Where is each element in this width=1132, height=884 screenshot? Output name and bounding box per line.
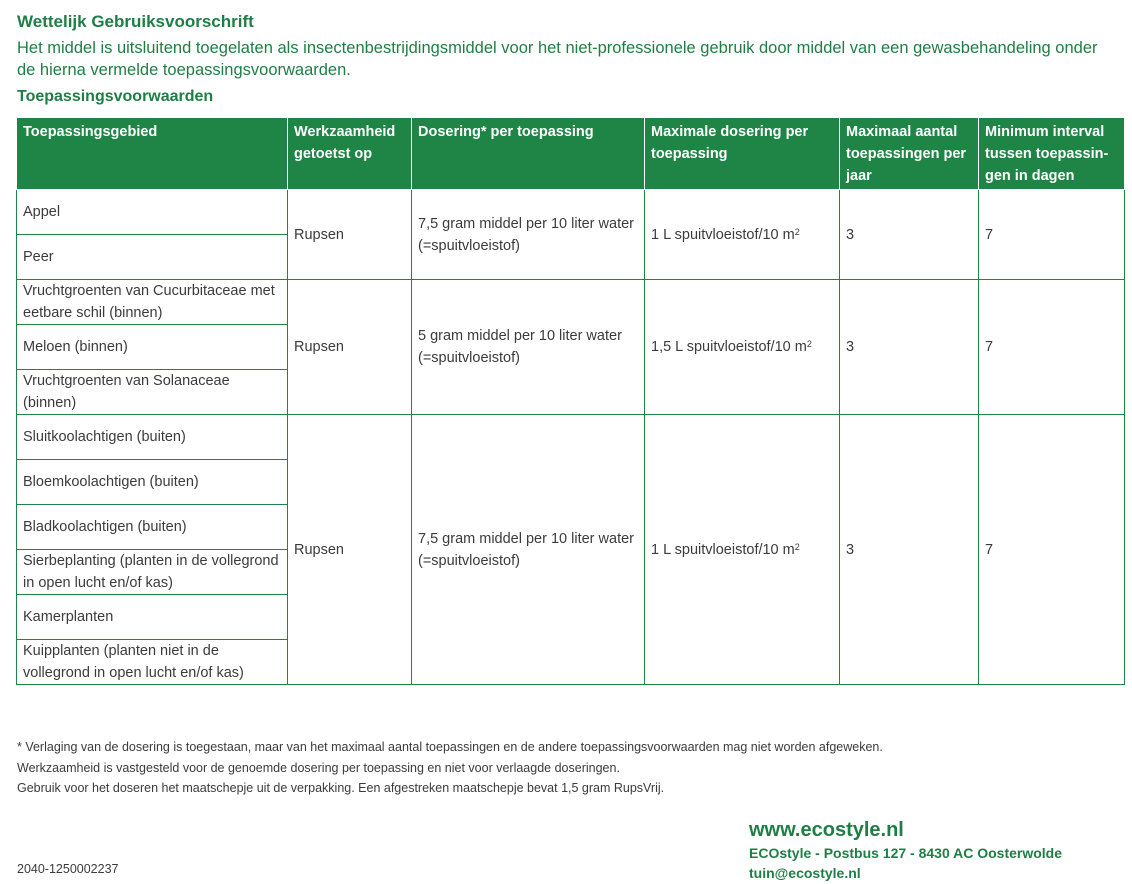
header-max-aantal: Maximaal aantal toepassingen per jaar	[840, 118, 979, 190]
crop-cell: Vruchtgroenten van Cucurbitaceae met eetbare schil (binnen)	[17, 280, 288, 325]
website-link[interactable]: www.ecostyle.nl	[749, 819, 904, 841]
max-dosering-text: 1 L spuitvloeistof/10 m	[651, 541, 795, 558]
conditions-table	[16, 117, 1125, 685]
max-aantal-cell: 3	[840, 190, 979, 280]
footnote-line: * Verlaging van de dosering is toegestaan, maar van het maximaal aantal toepassingen en de andere toepassingsvoorwaarden mag niet worden afgeweken.	[17, 740, 883, 754]
table-header-row	[17, 118, 1125, 190]
crop-cell: Sluitkoolachtigen (buiten)	[17, 415, 288, 460]
header-werkzaamheid: Werkzaamheid getoetst op	[288, 118, 412, 190]
product-code: 2040-1250002237	[17, 862, 119, 876]
header-max-dosering: Maximale dosering per toepassing	[645, 118, 840, 190]
address-text: ECOstyle - Postbus 127 - 8430 AC Oosterwolde	[749, 845, 1063, 861]
footnote-line: Werkzaamheid is vastgesteld voor de genoemde dosering per toepassing en niet voor verlaagde doseringen.	[17, 760, 620, 775]
dosering-cell: 7,5 gram middel per 10 liter water (=spuitvloeistof)	[412, 415, 645, 685]
crop-cell: Bladkoolachtigen (buiten)	[17, 505, 288, 550]
max-aantal-cell: 3	[840, 415, 979, 685]
table-row	[17, 280, 1125, 325]
interval-cell: 7	[979, 190, 1125, 280]
werkzaamheid-cell: Rupsen	[288, 190, 412, 280]
crop-cell: Appel	[17, 190, 288, 235]
intro-text: Het middel is uitsluitend toegelaten als insectenbestrijdingsmiddel voor het niet-professionele gebruik door middel van een gewasbehandeling onder de hierna vermelde toepassingsvoorwaarden.	[17, 39, 1098, 79]
table-row	[17, 415, 1125, 460]
crop-cell: Sierbeplanting (planten in de vollegrond in open lucht en/of kas)	[17, 550, 288, 595]
crop-cell: Kamerplanten	[17, 595, 288, 640]
header-interval: Minimum interval tussen toepassin-gen in dagen	[979, 118, 1125, 190]
page-title: Wettelijk Gebruiksvoorschrift	[17, 12, 254, 31]
interval-cell: 7	[979, 280, 1125, 415]
dosering-cell: 5 gram middel per 10 liter water (=spuitvloeistof)	[412, 280, 645, 415]
werkzaamheid-cell: Rupsen	[288, 280, 412, 415]
superscript: 2	[794, 226, 800, 237]
max-dosering-cell	[645, 280, 840, 415]
crop-cell: Vruchtgroenten van Solanaceae (binnen)	[17, 370, 288, 415]
superscript: 2	[806, 339, 812, 349]
footnotes	[17, 737, 1117, 799]
werkzaamheid-cell: Rupsen	[288, 415, 412, 685]
crop-cell: Meloen (binnen)	[17, 325, 288, 370]
section-subtitle: Toepassingsvoorwaarden	[17, 88, 214, 105]
crop-cell: Kuipplanten (planten niet in de vollegrond in open lucht en/of kas)	[17, 640, 288, 685]
max-dosering-cell	[645, 415, 840, 685]
dosering-cell: 7,5 gram middel per 10 liter water (=spuitvloeistof)	[412, 190, 645, 280]
header-toepassingsgebied: Toepassingsgebied	[17, 118, 288, 190]
crop-cell: Bloemkoolachtigen (buiten)	[17, 460, 288, 505]
max-dosering-text: 1,5 L spuitvloeistof/10 m	[651, 339, 807, 355]
header-dosering: Dosering* per toepassing	[412, 118, 645, 190]
max-aantal-cell: 3	[840, 280, 979, 415]
superscript: 2	[794, 541, 800, 552]
max-dosering-cell	[645, 190, 840, 280]
crop-cell: Peer	[17, 235, 288, 280]
max-dosering-text: 1 L spuitvloeistof/10 m	[651, 226, 795, 243]
footnote-line: Gebruik voor het doseren het maatschepje uit de verpakking. Een afgestreken maatschepje bevat 1,5 gram RupsVrij.	[17, 781, 665, 795]
contact-block	[749, 817, 1062, 883]
interval-cell: 7	[979, 415, 1125, 685]
table-row	[17, 190, 1125, 235]
email-link[interactable]: tuin@ecostyle.nl	[749, 865, 861, 881]
